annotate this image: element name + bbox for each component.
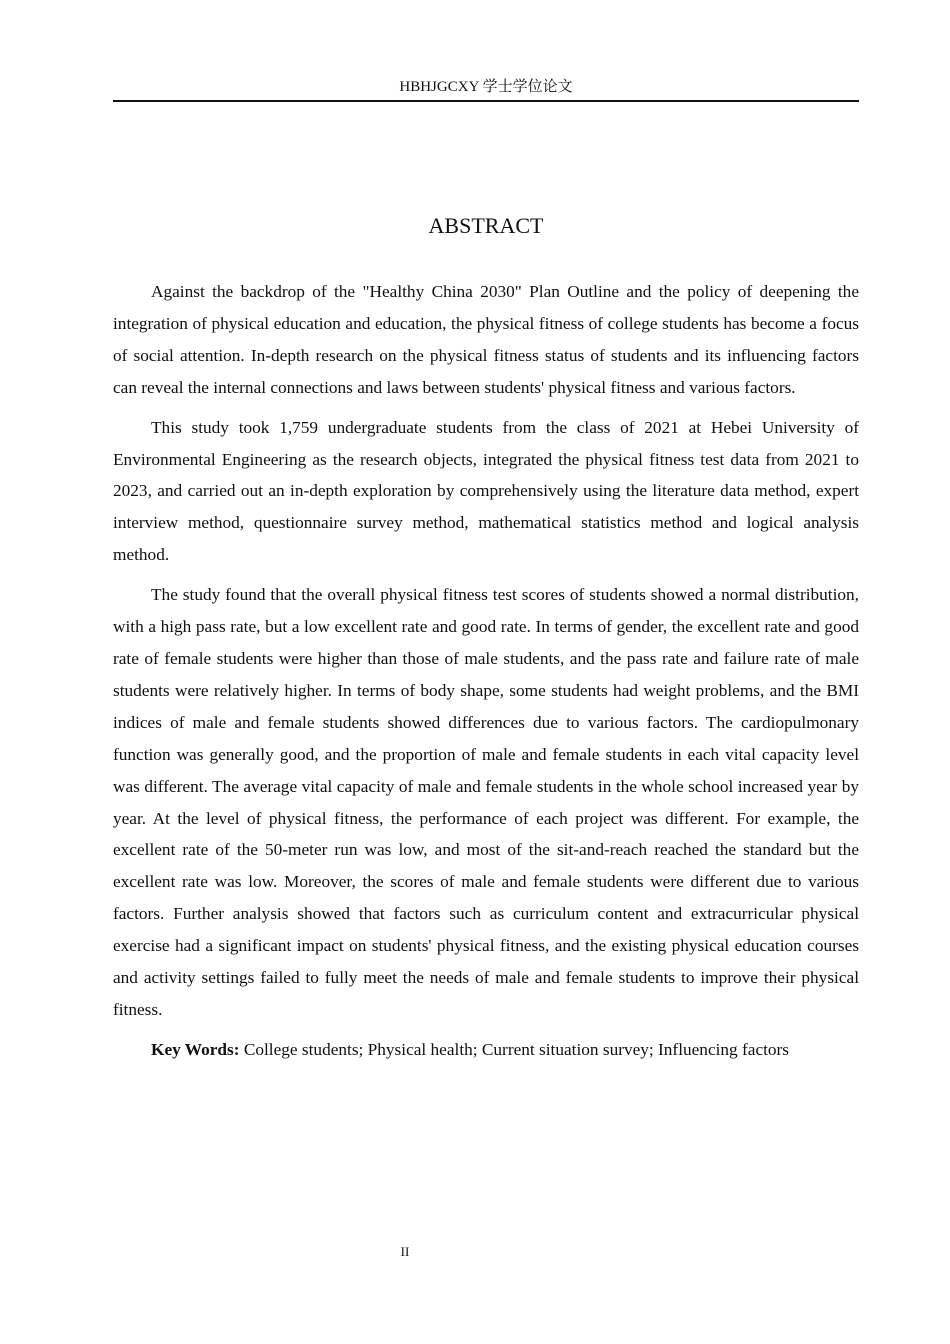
abstract-body [113,276,859,1074]
keywords-text: College students; Physical health; Current situation survey; Influencing factors [243,1039,790,1059]
keywords-line [113,1034,859,1066]
running-header: HBHJGCXY 学士学位论文 [113,76,859,102]
abstract-title: ABSTRACT [428,213,544,238]
page-number: II [400,1244,410,1259]
abstract-paragraph-1: Against the backdrop of the "Healthy China 2030" Plan Outline and the policy of deepening the integration of physical education and education, the physical fitness of college students has become a focus of social attention. In-depth research on the physical fitness status of students and its influencing factors can reveal the internal connections and laws between students' physical fitness and various factors. [113,282,859,397]
abstract-paragraph-2: This study took 1,759 undergraduate students from the class of 2021 at Hebei University of Environmental Engineering as the research objects, integrated the physical fitness test data from 2021 to 2023, and carried out an in-depth exploration by comprehensively using the literature data method, expert interview method, questionnaire survey method, mathematical statistics method and logical analysis method. [113,417,859,565]
abstract-paragraph-3: The study found that the overall physical fitness test scores of students showed a normal distribution, with a high pass rate, but a low excellent rate and good rate. In terms of gender, the excellent rate and good rate of female students were higher than those of male students, and the pass rate and failure rate of male students were relatively higher. In terms of body shape, some students had weight problems, and the BMI indices of male and female students showed differences due to various factors. The cardiopulmonary function was generally good, and the proportion of male and female students in each vital capacity level was different. The average vital capacity of male and female students in the whole school increased year by year. At the level of physical fitness, the performance of each project was different. For example, the excellent rate of the 50-meter run was low, and most of the sit-and-reach reached the standard but the excellent rate was low. Moreover, the scores of male and female students were different due to various factors. Further analysis showed that factors such as curriculum content and extracurricular physical exercise had a significant impact on students' physical fitness, and the existing physical education courses and activity settings failed to fully meet the needs of male and female students to improve their physical fitness. [113,585,859,1019]
keywords-label: Key Words: [151,1039,240,1059]
